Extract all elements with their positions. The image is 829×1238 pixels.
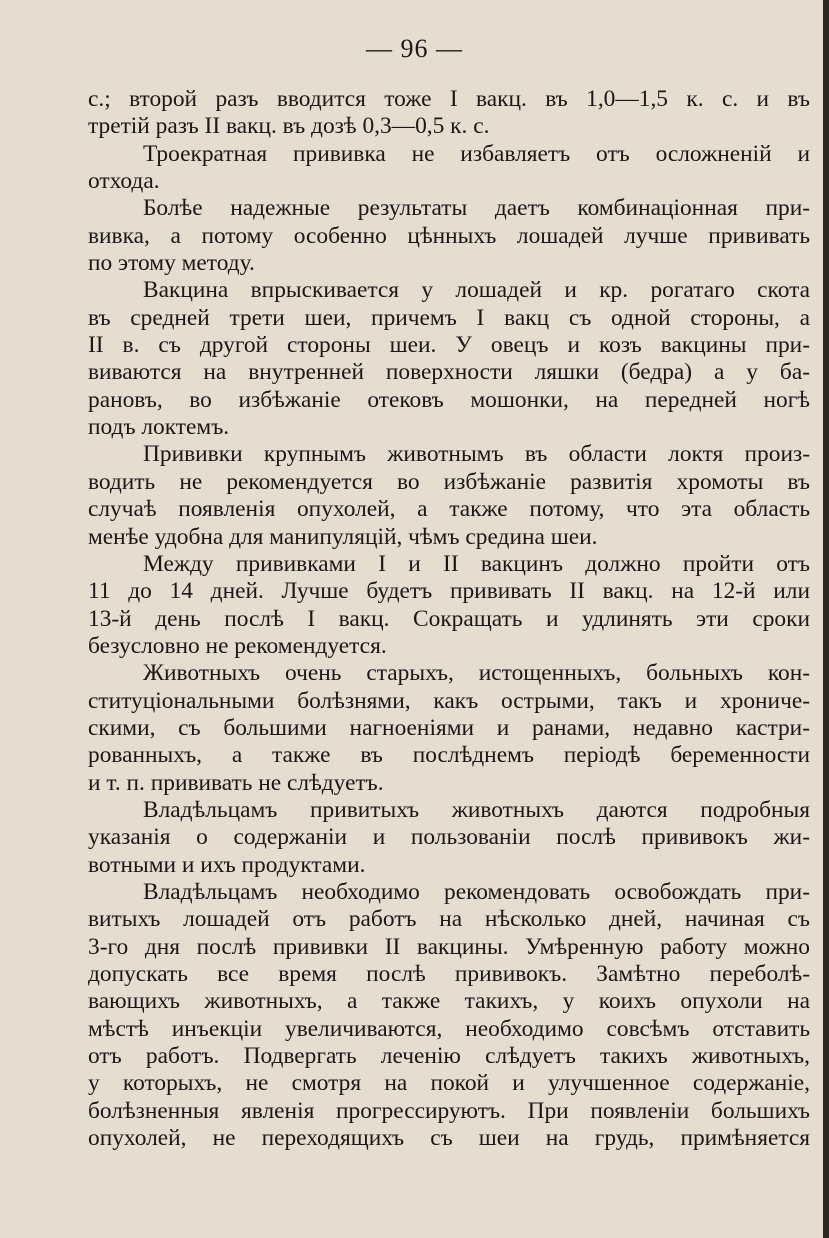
text-line: рановъ, во избѣжаніе отековъ мошонки, на передней ногѣ [88, 386, 810, 413]
text-line: Вакцина впрыскивается у лошадей и кр. рогатаго скота [143, 277, 810, 304]
text-line: Троекратная прививка не избавляетъ отъ осложненій и [143, 140, 810, 167]
text-line: 3-го дня послѣ прививки II вакцины. Умѣренную работу можно [88, 933, 810, 960]
text-line: отхода. [88, 168, 160, 195]
text-line: у которыхъ, не смотря на покой и улучшенное содержаніе, [88, 1070, 810, 1097]
text-line: подъ локтемъ. [88, 414, 230, 441]
text-line: 11 до 14 дней. Лучше будетъ прививать II вакц. на 12-й или [88, 578, 810, 605]
text-line: въ средней трети шеи, причемъ I вакц съ одной стороны, а [88, 304, 810, 331]
text-line: рованныхъ, а также въ послѣднемъ періодѣ беременности [88, 742, 810, 769]
text-line: Между прививками I и II вакцинъ должно пройти отъ [143, 550, 810, 577]
text-line: по этому методу. [88, 250, 255, 277]
text-line: указанія о содержаніи и пользованіи послѣ прививокъ жи- [88, 824, 810, 851]
text-line: с.; второй разъ вводится тоже I вакц. въ 1,0—1,5 к. с. и въ [88, 86, 810, 112]
text-line: водить не рекомендуется во избѣжаніе развитія хромоты въ [88, 468, 810, 495]
text-line: Владѣльцамъ привитыхъ животныхъ даются подробныя [143, 796, 810, 823]
text-line: II в. съ другой стороны шеи. У овецъ и козъ вакцины при- [88, 332, 810, 359]
page-edge-shadow [823, 0, 829, 1238]
text-line: Прививки крупнымъ животнымъ въ области локтя произ- [143, 441, 810, 468]
text-line: безусловно не рекомендуется. [88, 632, 387, 659]
text-line: болѣзненныя явленія прогрессируютъ. При появленіи большихъ [88, 1097, 810, 1124]
text-line: вивка, а потому особенно цѣнныхъ лошадей лучше прививать [88, 222, 810, 249]
text-line: и т. п. прививать не слѣдуетъ. [88, 769, 384, 796]
text-line: витыхъ лошадей отъ работъ на нѣсколько дней, начиная съ [88, 906, 810, 933]
text-line: ституціональными болѣзнями, какъ острыми, такъ и хрониче- [88, 687, 810, 714]
text-line: третій разъ II вакц. въ дозѣ 0,3—0,5 к. с. [88, 113, 490, 140]
text-line: Владѣльцамъ необходимо рекомендовать освобождать при- [143, 878, 810, 905]
text-line: вающихъ животныхъ, а также такихъ, у коихъ опухоли на [88, 988, 810, 1015]
text-line: отъ работъ. Подвергать леченію слѣдуетъ такихъ животныхъ, [88, 1043, 810, 1070]
text-line: вотными и ихъ продуктами. [88, 851, 366, 878]
text-line: допускать все время послѣ прививокъ. Замѣтно переболѣ- [88, 961, 810, 987]
body-text [88, 86, 810, 1152]
text-line: Животныхъ очень старыхъ, истощенныхъ, больныхъ кон- [143, 660, 810, 687]
text-line: опухолей, не переходящихъ съ шеи на грудь, примѣняется [88, 1125, 810, 1152]
text-line: менѣе удобна для манипуляцій, чѣмъ средина шеи. [88, 523, 598, 550]
text-line: скими, съ большими нагноеніями и ранами, недавно кастри- [88, 714, 810, 741]
text-line: 13-й день послѣ I вакц. Сокращать и удлинять эти сроки [88, 605, 810, 632]
page-number: — 96 — [366, 34, 463, 63]
text-line: случаѣ появленія опухолей, а также потому, что эта область [88, 496, 810, 523]
text-line: мѣстѣ инъекціи увеличиваются, необходимо совсѣмъ отставить [88, 1015, 810, 1042]
text-line: Болѣе надежные результаты даетъ комбинаціонная при- [143, 195, 810, 222]
text-line: виваются на внутренней поверхности ляшки (бедра) а у ба- [88, 359, 810, 386]
